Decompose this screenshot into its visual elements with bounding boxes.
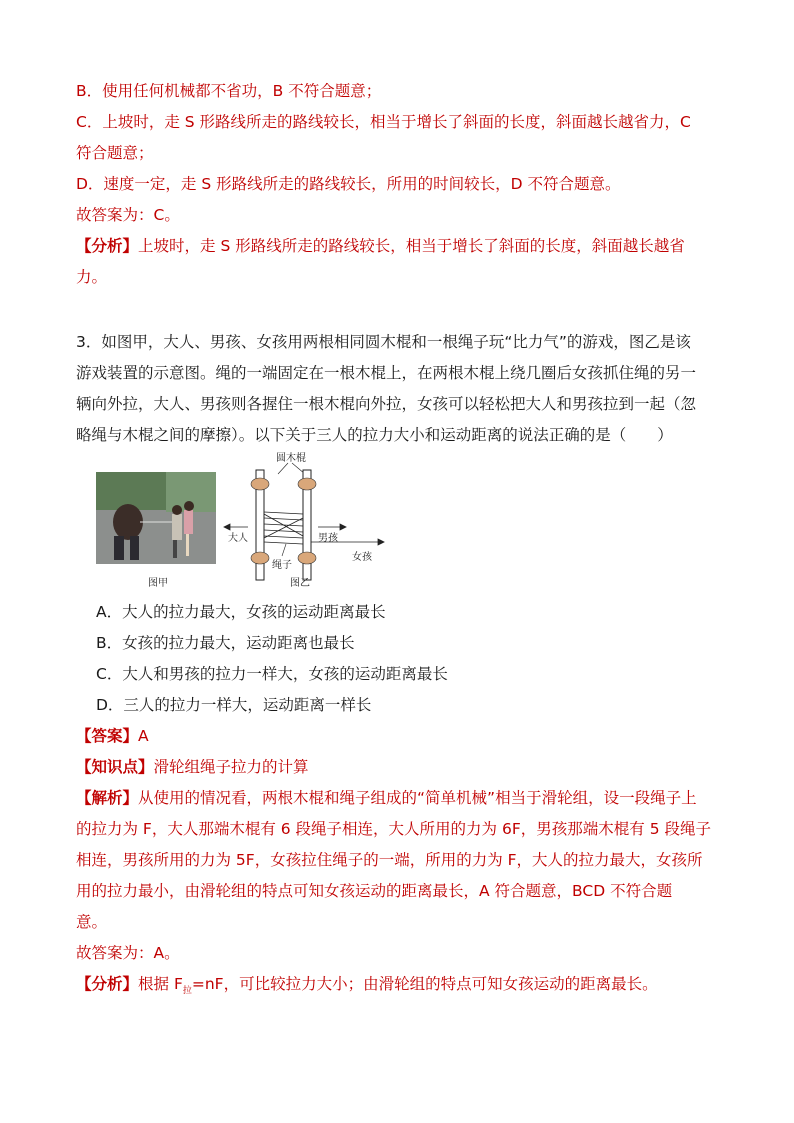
arrow-left-icon xyxy=(224,524,248,530)
option-d-explanation: D．速度一定，走 S 形路线所走的路线较长，所用的时间较长，D 不符合题意。 xyxy=(76,175,621,193)
analysis-subscript: 拉 xyxy=(182,986,192,997)
analysis-text: 上坡时，走 S 形路线所走的路线较长，相当于增长了斜面的长度，斜面越长越省 xyxy=(138,237,685,255)
label-boy: 男孩 xyxy=(318,533,338,544)
explanation-line4: 用的拉力最小，由滑轮组的特点可知女孩运动的距离最长，A 符合题意，BCD 不符合题 xyxy=(76,882,673,900)
knowledge-point-tag: 【知识点】 xyxy=(76,758,154,776)
hand-icon xyxy=(298,552,316,564)
explanation-text: 从使用的情况看，两根木棍和绳子组成的“简单机械”相当于滑轮组，设一段绳子上 xyxy=(138,789,697,807)
explanation-tag: 【解析】 xyxy=(76,789,139,807)
label-girl: 女孩 xyxy=(352,552,372,563)
photo-figure-a xyxy=(96,472,216,564)
question-figure xyxy=(96,452,396,592)
explanation-line1 xyxy=(76,787,697,809)
arrow-right-icon xyxy=(378,539,384,545)
question-3-line4: 略绳与木棍之间的摩擦）。以下关于三人的拉力大小和运动距离的说法正确的是（ ） xyxy=(76,426,673,444)
analysis-line xyxy=(76,973,658,1002)
caption-figure-a: 图甲 xyxy=(148,578,168,589)
hand-icon xyxy=(251,478,269,490)
final-answer: 故答案为：A。 xyxy=(76,944,180,962)
hand-icon xyxy=(298,478,316,490)
analysis-tag: 【分析】 xyxy=(76,237,139,255)
prev-analysis-line2: 力。 xyxy=(76,268,108,286)
question-3-line3: 辆向外拉，大人、男孩则各握住一根木棍向外拉，女孩可以轻松把大人和男孩拉到一起（忽 xyxy=(76,395,697,413)
analysis-text-post: =nF，可比较拉力大小；由滑轮组的特点可知女孩运动的距离最长。 xyxy=(191,975,658,993)
option-c-explanation-line2: 符合题意； xyxy=(76,144,154,162)
answer-value: A xyxy=(138,727,149,745)
answer-tag: 【答案】 xyxy=(76,727,139,745)
prev-analysis-line1 xyxy=(76,235,685,257)
label-adult: 大人 xyxy=(228,533,248,544)
option-b-explanation: B．使用任何机械都不省功，B 不符合题意； xyxy=(76,82,382,100)
hand-icon xyxy=(251,552,269,564)
option-d: D．三人的拉力一样大，运动距离一样长 xyxy=(96,696,372,714)
option-c: C．大人和男孩的拉力一样大，女孩的运动距离最长 xyxy=(96,665,448,683)
knowledge-point-text: 滑轮组绳子拉力的计算 xyxy=(153,758,309,776)
knowledge-point-line xyxy=(76,756,309,778)
arrow-right-icon xyxy=(318,524,346,530)
answer-line xyxy=(76,725,149,747)
explanation-line2: 的拉力为 F，大人那端木棍有 6 段绳子相连，大人所用的力为 6F，男孩那端木棍有 5 段绳子 xyxy=(76,820,711,838)
explanation-line5: 意。 xyxy=(76,913,108,931)
question-3-line2: 游戏装置的示意图。绳的一端固定在一根木棍上，在两根木棍上绕几圈后女孩抓住绳的另一 xyxy=(76,364,697,382)
question-3-line1: 3．如图甲，大人、男孩、女孩用两根相同圆木棍和一根绳子玩“比力气”的游戏，图乙是该 xyxy=(76,333,691,351)
analysis-text-pre: 根据 F xyxy=(138,975,183,993)
option-a: A．大人的拉力最大，女孩的运动距离最长 xyxy=(96,603,386,621)
analysis-tag: 【分析】 xyxy=(76,975,139,993)
diagram-figure-b xyxy=(224,452,384,589)
explanation-line3: 相连，男孩所用的力为 5F，女孩拉住绳子的一端，所用的力为 F，大人的拉力最大，女孩所 xyxy=(76,851,703,869)
prev-answer: 故答案为：C。 xyxy=(76,206,180,224)
option-c-explanation-line1: C．上坡时，走 S 形路线所走的路线较长，相当于增长了斜面的长度，斜面越长越省力，C xyxy=(76,113,691,131)
label-rope: 绳子 xyxy=(272,560,292,571)
option-b: B．女孩的拉力最大，运动距离也最长 xyxy=(96,634,355,652)
caption-figure-b: 图乙 xyxy=(290,578,310,589)
label-stick: 圆木棍 xyxy=(276,453,306,464)
